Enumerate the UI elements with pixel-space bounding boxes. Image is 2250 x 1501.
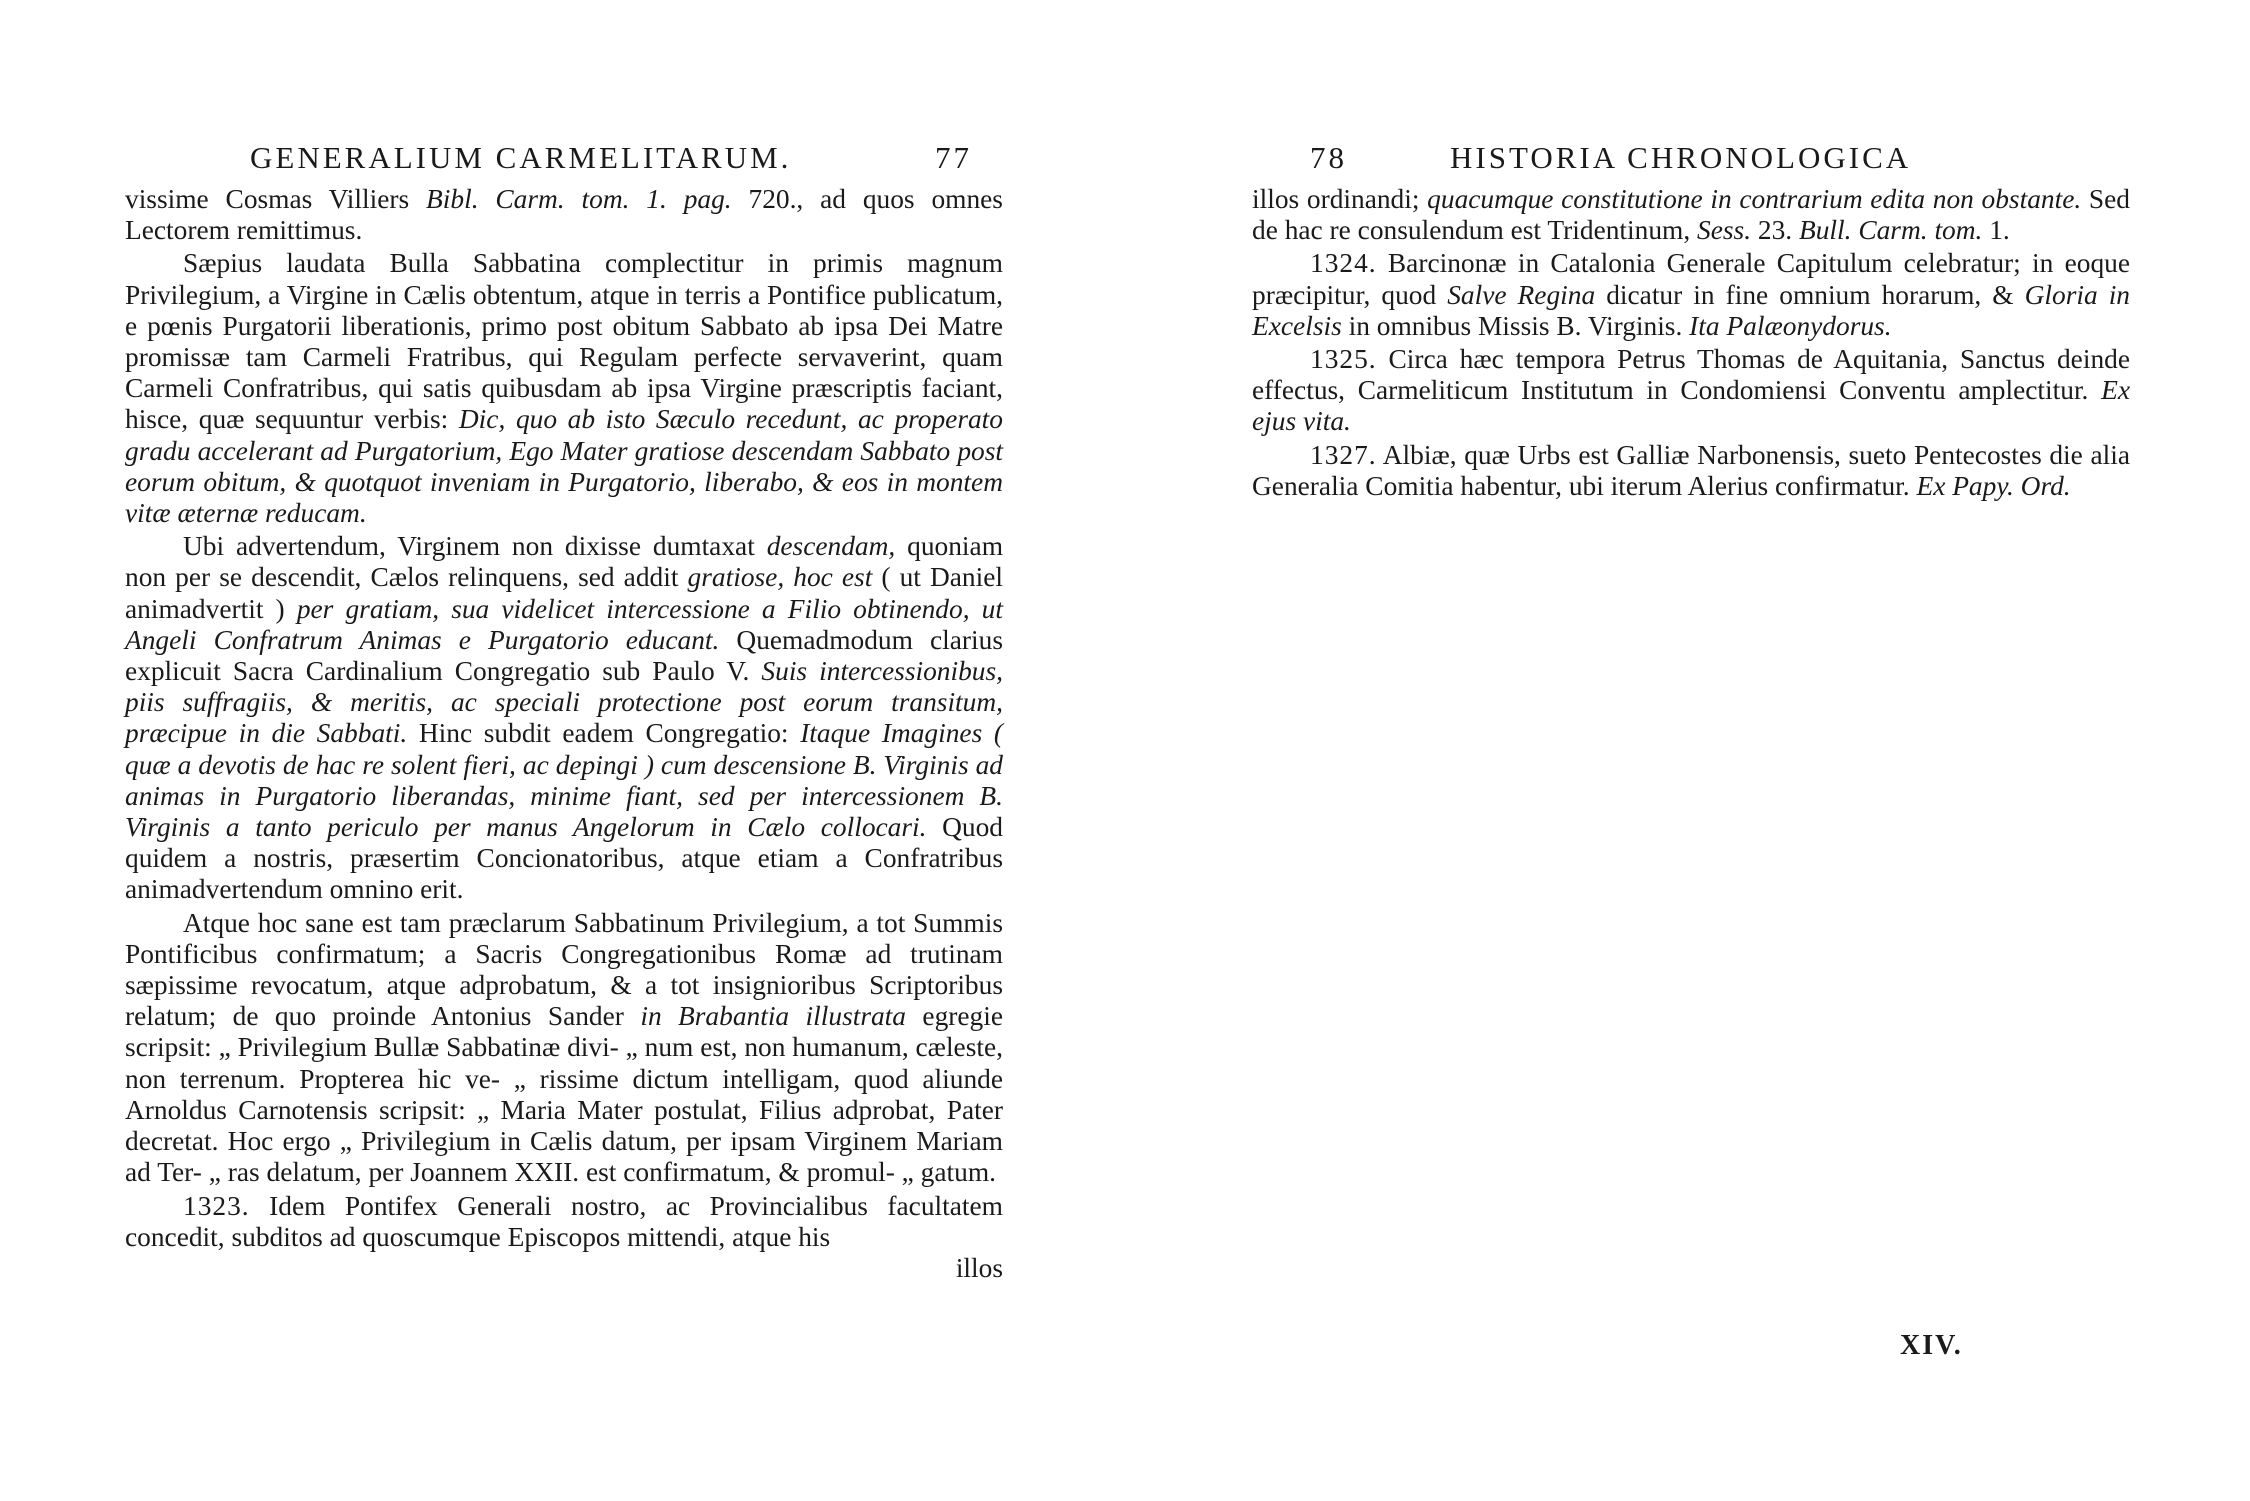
text-run: Idem Pontifex Generali nostro, ac Provincialibus facultatem concedit, subditos ad quoscumque Episcopos mittendi, atque his — [125, 1190, 1003, 1252]
italic-run: Gloria in Excelsis — [1252, 279, 2131, 341]
text-run: Albiæ, quæ Urbs est Galliæ Narbonensis, sueto Pentecostes die alia Generalia Comitia habentur, ubi iterum Alerius confirmatur. — [1252, 439, 2130, 501]
text-run: illos ordinandi; — [1252, 184, 1428, 214]
text-run: quoniam non per se descendit, Cælos relinquens, sed addit — [125, 531, 1003, 593]
italic-run: hoc est — [784, 562, 873, 593]
paragraph — [1252, 184, 2130, 246]
running-title: GENERALIUM CARMELITARUM. — [250, 140, 792, 175]
text-run: egregie scripsit: „ Privilegium Bullæ Sabbatinæ divi- „ num est, non humanum, cæleste, non terrenum. Propterea hic ve- „ rissime dictum intelligam, quod aliunde Arnoldus Carnotensis scripsit: „ Maria Mater postulat, Filius adprobat, Pater decretat. Hoc ergo „ Privilegium in Cælis datum, per ipsam Virginem Mariam ad Ter- „ ras delatum, per Joannem XXII. est confirmatum, & promul- „ gatum. — [125, 1001, 1004, 1188]
text-run: in omnibus Missis B. Virginis. — [1341, 310, 1690, 341]
text-run: 720., ad quos omnes Lectorem remittimus. — [125, 184, 1003, 246]
year-marker: 1325. — [1310, 344, 1377, 375]
text-run: Sæpius laudata Bulla Sabbatina complectitur in primis magnum Privilegium, a Virgine in Cælis obtentum, atque in terris a Pontifice publicatum, e pœnis Purgatorii liberationis, primo post obitum Sabbato ab ipsa Dei Matre promissæ tam Carmeli Fratribus, qui Regulam perfecte servaverint, quam Carmeli Confratribus, qui satis quibusdam ab ipsa Virgine præscriptis faciant, hisce, quæ sequuntur verbis: — [125, 248, 1003, 435]
text-run: Quod quidem a nostris, præsertim Concionatoribus, atque etiam a Confratribus animadvertendum omnino erit. — [125, 812, 1003, 905]
paragraph — [125, 248, 1003, 529]
paragraph — [125, 184, 1003, 246]
italic-run: gratiose, — [687, 562, 785, 593]
text-run: 1. — [1982, 215, 2010, 246]
text-run: Sed de hac re consulendum est Tridentinum, — [1252, 184, 2131, 246]
page-number: 77 — [935, 140, 972, 175]
italic-run: Itaque Imagines ( quæ a devotis de hac re solent fieri, ac depingi ) cum descensione B. Virginis ad animas in Purgatorio liberandas, minime fiant, sed per intercessionem B. Virginis a tanto periculo per manus Angelorum in Cælo collocari. — [125, 718, 1004, 843]
italic-run: Ita Palæonydorus. — [1689, 310, 1892, 341]
italic-run: Sess. — [1697, 215, 1752, 246]
italic-run: quacumque constitutione in contrarium edita non obstante. — [1427, 184, 2082, 214]
running-title: HISTORIA CHRONOLOGICA — [1450, 140, 1912, 175]
catchword: illos — [955, 1252, 1003, 1283]
text-run: vissime Cosmas Villiers — [125, 184, 427, 214]
year-marker: 1327. — [1310, 439, 1377, 470]
signature-mark: XIV. — [1900, 1330, 1963, 1361]
italic-run: descendam, — [766, 531, 896, 562]
text-run: Hinc subdit eadem Congregatio: — [407, 718, 801, 749]
italic-run: Bull. Carm. tom. — [1799, 215, 1983, 246]
page-number: 78 — [1310, 140, 1347, 175]
year-marker: 1324. — [1310, 248, 1377, 279]
body-text — [125, 184, 1003, 1284]
text-run: Atque hoc sane est tam præclarum Sabbatinum Privilegium, a tot Summis Pontificibus confirmatum; a Sacris Congregationibus Romæ ad trutinam sæpissime revocatum, atque adprobatum, & a tot insignioribus Scriptoribus relatum; de quo proinde Antonius Sander — [125, 907, 1003, 1032]
italic-run: Bibl. Carm. tom. 1. pag. — [426, 184, 732, 214]
running-head-right — [1252, 138, 2130, 178]
italic-run: Suis intercessionibus, piis suffragiis, & meritis, ac speciali protectione post eorum transitum, præcipue in die Sabbati. — [125, 656, 1003, 749]
paragraph — [1252, 344, 2130, 438]
italic-run: Ex Papy. Ord. — [1916, 470, 2071, 501]
text-run: Quemadmodum clarius explicuit Sacra Cardinalium Congregatio sub Paulo V. — [125, 624, 1003, 687]
paragraph — [125, 908, 1003, 1189]
italic-run: in Brabantia illustrata — [640, 1001, 906, 1032]
text-run: Ubi advertendum, Virginem non dixisse dumtaxat — [183, 531, 767, 562]
paragraph — [1252, 440, 2130, 502]
year-marker: 1323. — [183, 1190, 250, 1221]
text-run: ( ut Daniel animadvertit ) — [125, 562, 1004, 624]
text-run: 23. — [1751, 215, 1799, 246]
italic-run: Dic, quo ab isto Sæculo recedunt, ac properato gradu accelerant ad Purgatorium, Ego Mater gratiose descendam Sabbato post eorum obitum, & quotquot inveniam in Purgatorio, liberabo, & eos in montem vitæ æternæ reducam. — [125, 404, 1003, 529]
italic-run: Salve Regina — [1447, 279, 1596, 310]
italic-run: Ex ejus vita. — [1252, 375, 2130, 437]
running-head-left — [125, 138, 1003, 178]
paragraph — [125, 1191, 1003, 1253]
text-run: Barcinonæ in Catalonia Generale Capitulum celebratur; in eoque præcipitur, quod — [1252, 248, 2130, 310]
body-text — [1252, 184, 2130, 504]
text-run: Circa hæc tempora Petrus Thomas de Aquitania, Sanctus deinde effectus, Carmeliticum Institutum in Condomiensi Conventu amplectitur. — [1252, 344, 2130, 406]
paragraph — [125, 531, 1003, 905]
text-run: dicatur in fine omnium horarum, & — [1595, 279, 2025, 310]
paragraph — [1252, 248, 2130, 342]
italic-run: per gratiam, sua videlicet intercessione a Filio obtinendo, ut Angeli Confratrum Animas e Purgatorio educant. — [125, 593, 1003, 655]
